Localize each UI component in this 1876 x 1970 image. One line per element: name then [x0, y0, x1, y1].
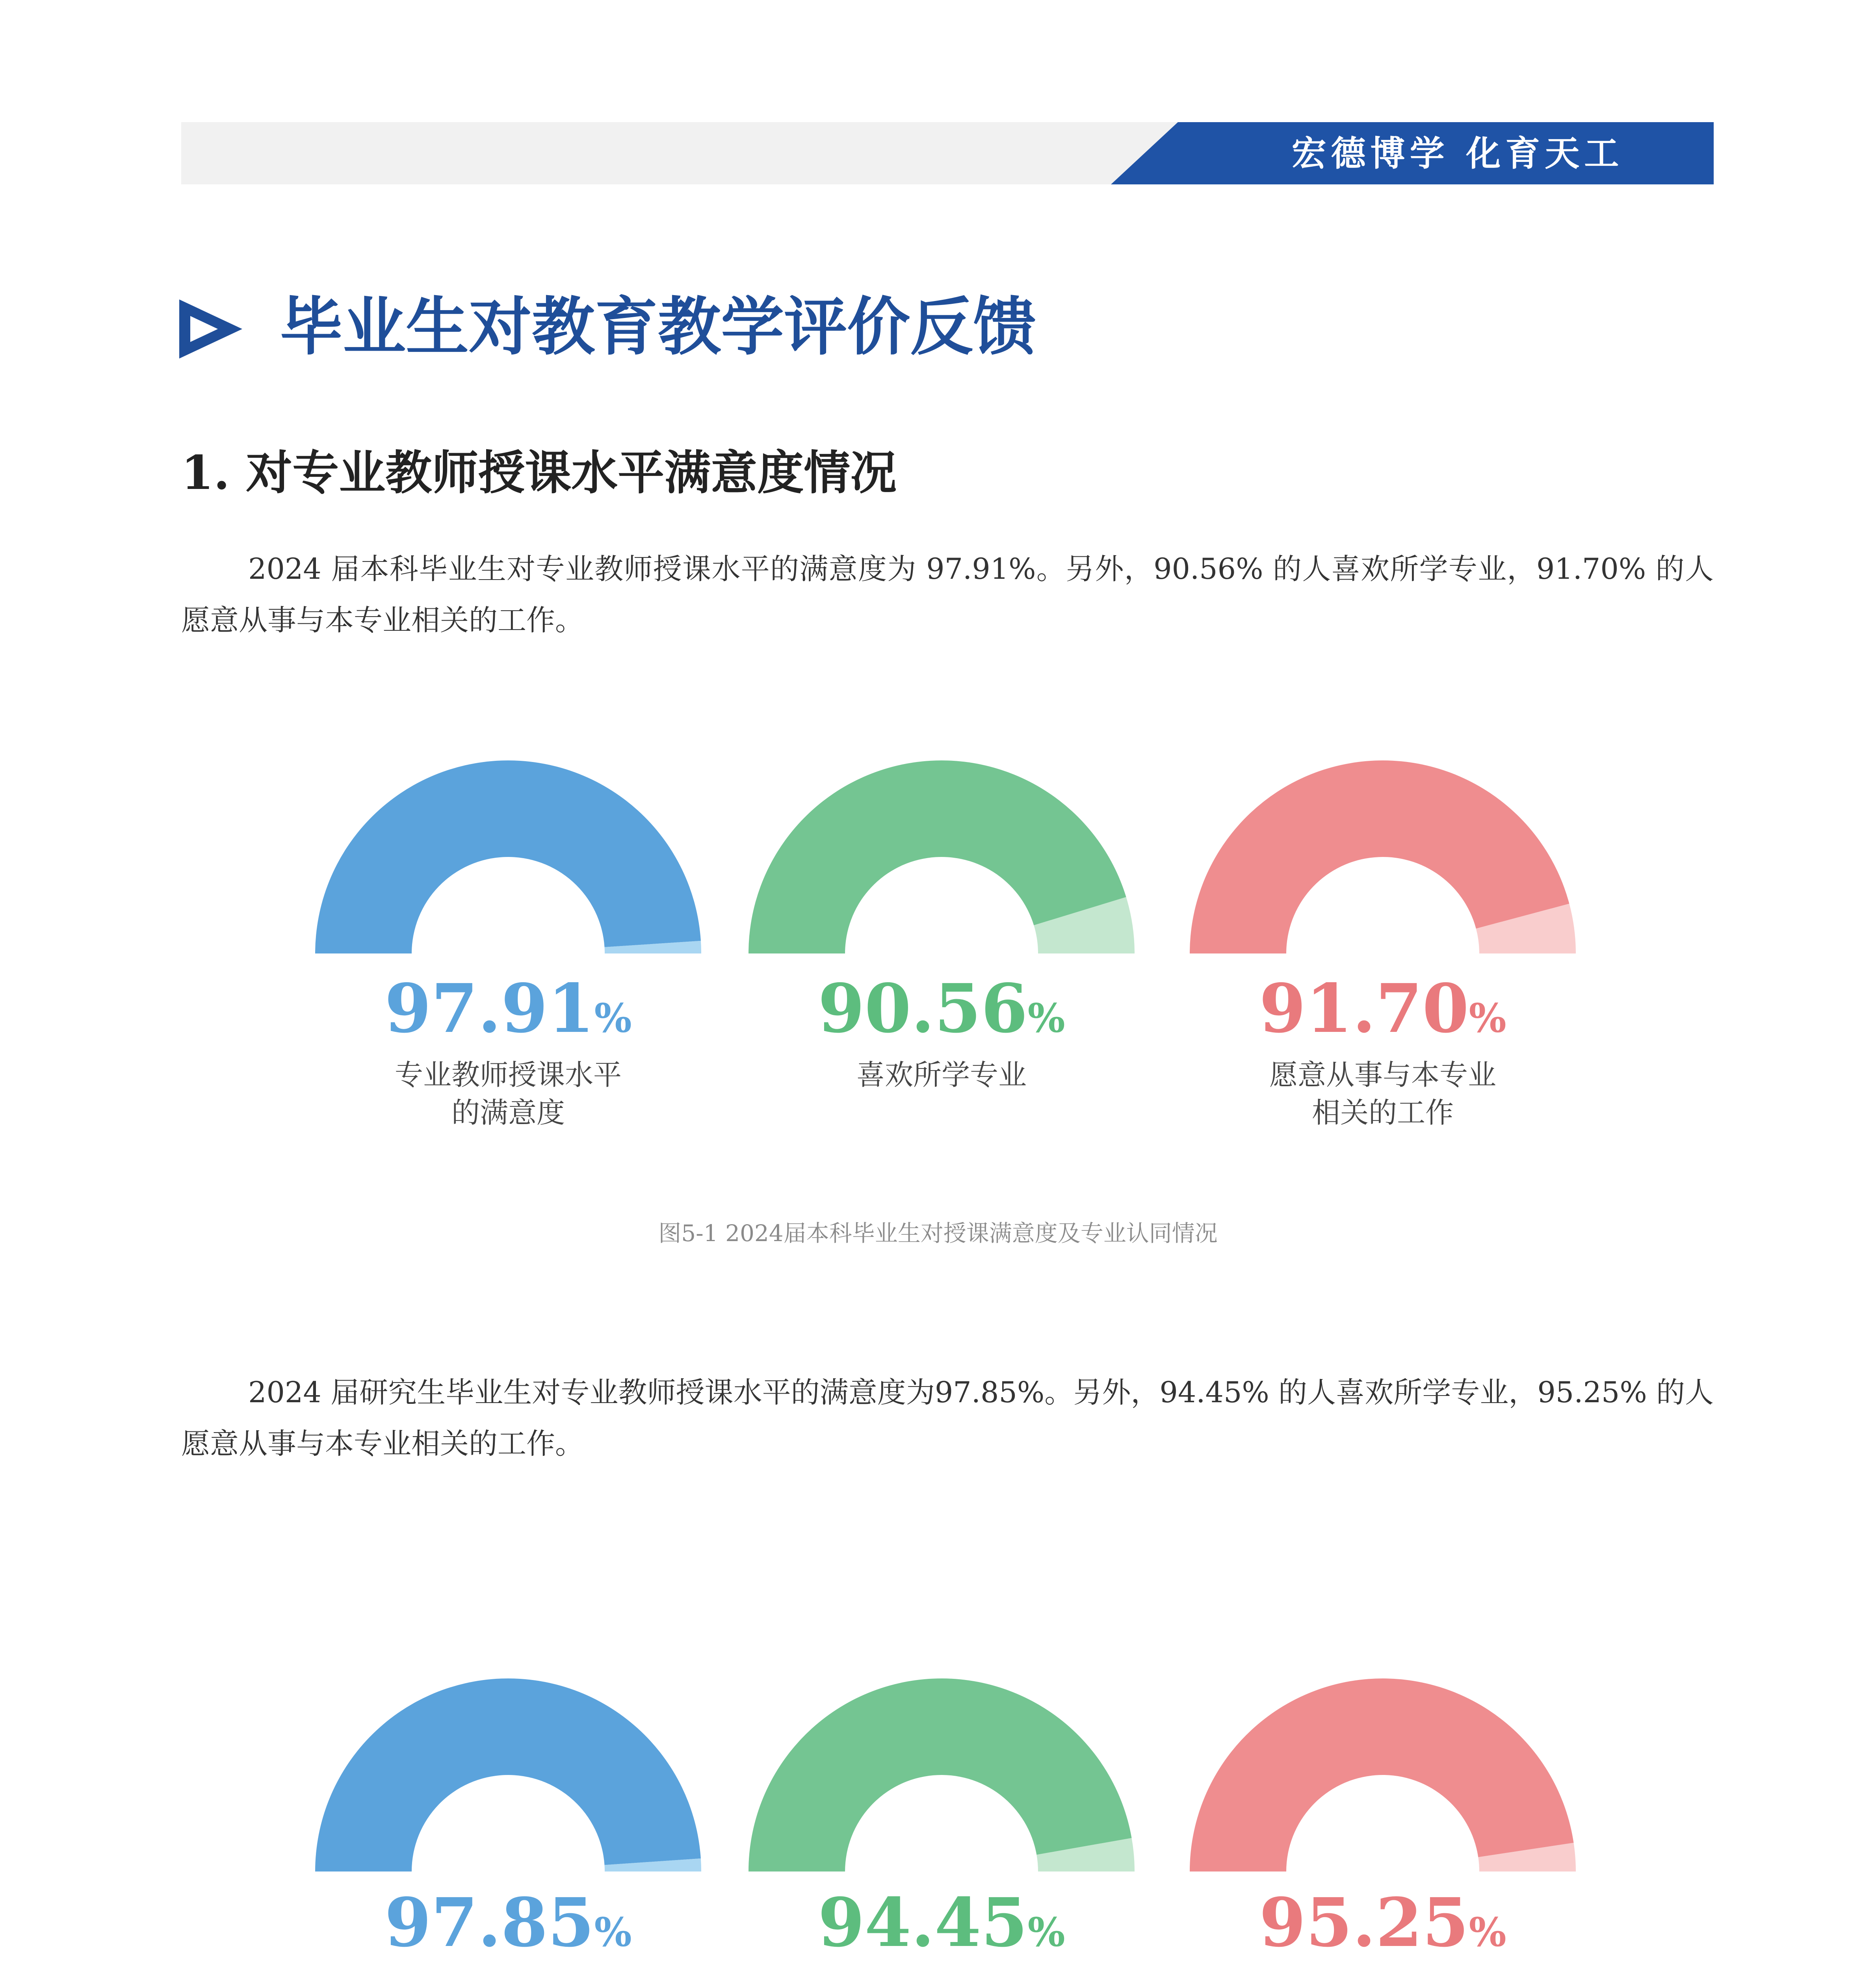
motto-text: 宏德博学 化育天工 — [1291, 133, 1624, 174]
gauge-fill-like-major — [749, 1678, 1132, 1872]
undergrad-gauge-chart — [0, 749, 1876, 985]
undergrad-stat-value-like-major — [764, 969, 1119, 1057]
undergrad-stat-label-like-major: 喜欢所学专业 — [856, 1058, 1027, 1091]
value-unit: % — [1469, 1909, 1506, 1955]
gauge-fill-teaching — [315, 760, 701, 953]
undergrad-stat-label-related-work: 愿意从事与本专业 相关的工作 — [1269, 1058, 1496, 1129]
value-unit: % — [1027, 1909, 1065, 1955]
undergrad-figure-caption: 图5-1 2024届本科毕业生对授课满意度及专业认同情况 — [658, 1220, 1218, 1247]
undergrad-stat-value-related-work — [1205, 969, 1560, 1057]
gauge-fill-teaching — [315, 1678, 701, 1872]
graduate-gauge-chart — [0, 1667, 1876, 1903]
undergrad-stat-value-teaching — [331, 969, 685, 1057]
undergrad-stat-label-teaching: 专业教师授课水平 的满意度 — [394, 1058, 622, 1129]
value-unit: % — [594, 1909, 632, 1955]
value-number: 97.91 — [384, 969, 594, 1048]
value-number: 97.85 — [384, 1883, 594, 1962]
graduate-stat-value-related-work — [1205, 1883, 1560, 1970]
value-number: 94.45 — [818, 1883, 1028, 1962]
subsection-title: 1. 对专业教师授课水平满意度情况 — [181, 445, 897, 500]
play-triangle-icon — [179, 292, 254, 366]
gauge-fill-related-work — [1190, 1678, 1574, 1872]
value-unit: % — [1027, 995, 1065, 1041]
value-unit: % — [1469, 995, 1506, 1041]
graduate-stat-value-teaching — [331, 1883, 685, 1970]
value-number: 95.25 — [1259, 1883, 1469, 1962]
value-number: 91.70 — [1259, 969, 1469, 1048]
section-title: 毕业生对教育教学评价反馈 — [280, 290, 1036, 364]
undergrad-paragraph: 2024 届本科毕业生对专业教师授课水平的满意度为 97.91%。另外，90.56% 的人喜欢所学专业，91.70% 的人愿意从事与本专业相关的工作。 — [181, 552, 1714, 637]
value-unit: % — [594, 995, 632, 1041]
graduate-paragraph: 2024 届研究生毕业生对专业教师授课水平的满意度为97.85%。另外，94.45% 的人喜欢所学专业，95.25% 的人愿意从事与本专业相关的工作。 — [181, 1376, 1714, 1461]
graduate-stat-value-like-major — [764, 1883, 1119, 1970]
value-number: 90.56 — [818, 969, 1028, 1048]
